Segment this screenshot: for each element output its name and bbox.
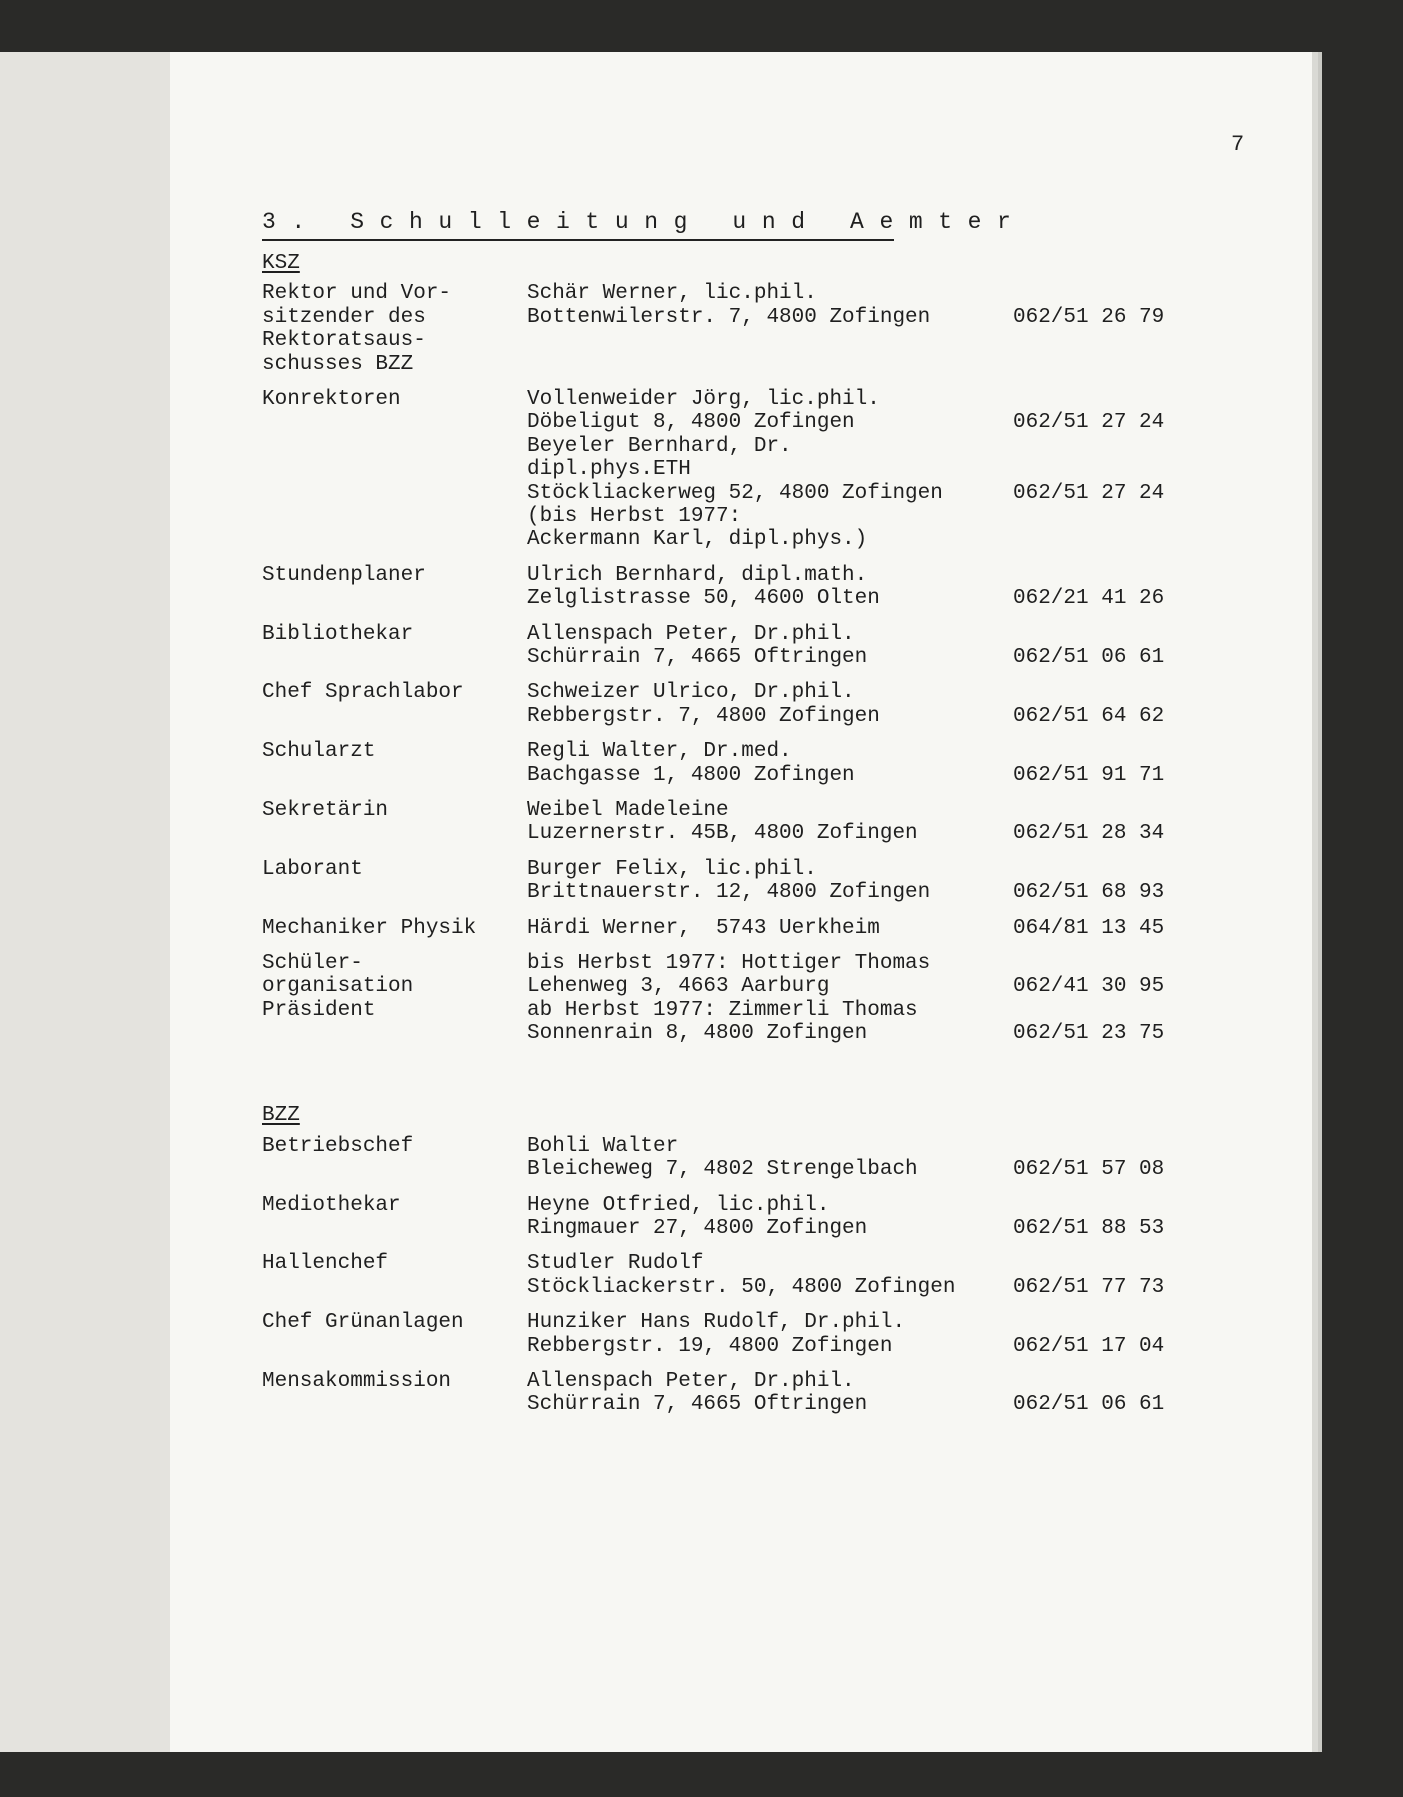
entry-text: Schürrain 7, 4665 Oftringen bbox=[527, 1393, 868, 1417]
entry-phone: 062/51 77 73 bbox=[1013, 1275, 1165, 1299]
entry-label: Präsident bbox=[262, 998, 376, 1022]
entry-phone: 062/51 17 04 bbox=[1013, 1334, 1165, 1358]
entry-label: Bibliothekar bbox=[262, 622, 414, 646]
entry-text: Allenspach Peter, Dr.phil. bbox=[527, 622, 855, 646]
document-page bbox=[170, 52, 1312, 1752]
entry-text: Bachgasse 1, 4800 Zofingen bbox=[527, 763, 855, 787]
entry-text: Bohli Walter bbox=[527, 1134, 679, 1158]
entry-phone: 062/51 06 61 bbox=[1013, 646, 1165, 670]
entry-phone: 062/51 27 24 bbox=[1013, 481, 1165, 505]
entry-text: ab Herbst 1977: Zimmerli Thomas bbox=[527, 998, 918, 1022]
entry-label: sitzender des bbox=[262, 305, 426, 329]
entry-label: Schüler- bbox=[262, 952, 363, 976]
entry-label: Rektoratsaus- bbox=[262, 329, 426, 353]
entry-label: Rektor und Vor- bbox=[262, 282, 452, 306]
entry-label: Chef Grünanlagen bbox=[262, 1311, 464, 1335]
group-heading: BZZ bbox=[262, 1104, 300, 1128]
entry-text: Stöckliackerweg 52, 4800 Zofingen bbox=[527, 481, 943, 505]
entry-text: bis Herbst 1977: Hottiger Thomas bbox=[527, 952, 931, 976]
entry-text: Bleicheweg 7, 4802 Strengelbach bbox=[527, 1158, 918, 1182]
section-title: 3. Schulleitung und Aemter bbox=[262, 209, 1027, 235]
entry-text: Zelglistrasse 50, 4600 Olten bbox=[527, 587, 880, 611]
entry-label: Laborant bbox=[262, 857, 363, 881]
entry-text: Weibel Madeleine bbox=[527, 799, 729, 823]
page-number: 7 bbox=[1231, 132, 1245, 157]
entry-text: Stöckliackerstr. 50, 4800 Zofingen bbox=[527, 1275, 956, 1299]
entry-text: Luzernerstr. 45B, 4800 Zofingen bbox=[527, 822, 918, 846]
entry-text: Schweizer Ulrico, Dr.phil. bbox=[527, 681, 855, 705]
entry-text: dipl.phys.ETH bbox=[527, 458, 691, 482]
entry-text: Ringmauer 27, 4800 Zofingen bbox=[527, 1217, 868, 1241]
entry-text: Rebbergstr. 19, 4800 Zofingen bbox=[527, 1334, 893, 1358]
entry-text: Schär Werner, lic.phil. bbox=[527, 282, 817, 306]
entry-text: (bis Herbst 1977: bbox=[527, 505, 742, 529]
entry-text: Ackermann Karl, dipl.phys.) bbox=[527, 528, 868, 552]
entry-text: Vollenweider Jörg, lic.phil. bbox=[527, 388, 880, 412]
entry-phone: 062/21 41 26 bbox=[1013, 587, 1165, 611]
entry-text: Schürrain 7, 4665 Oftringen bbox=[527, 646, 868, 670]
entry-text: Beyeler Bernhard, Dr. bbox=[527, 434, 792, 458]
entry-label: Schularzt bbox=[262, 740, 376, 764]
entry-phone: 062/51 64 62 bbox=[1013, 704, 1165, 728]
entry-phone: 062/51 23 75 bbox=[1013, 1022, 1165, 1046]
entry-text: Sonnenrain 8, 4800 Zofingen bbox=[527, 1022, 868, 1046]
group-heading: KSZ bbox=[262, 252, 300, 275]
entry-phone: 062/51 88 53 bbox=[1013, 1217, 1165, 1241]
entry-text: Döbeligut 8, 4800 Zofingen bbox=[527, 411, 855, 435]
entry-phone: 062/51 06 61 bbox=[1013, 1393, 1165, 1417]
entry-phone: 062/51 91 71 bbox=[1013, 763, 1165, 787]
entry-text: Heyne Otfried, lic.phil. bbox=[527, 1193, 830, 1217]
entry-label: Mensakommission bbox=[262, 1370, 452, 1394]
adjacent-page bbox=[0, 52, 172, 1752]
entry-phone: 062/41 30 95 bbox=[1013, 975, 1165, 999]
entry-phone: 062/51 68 93 bbox=[1013, 881, 1165, 905]
entry-label: Konrektoren bbox=[262, 388, 401, 412]
entry-text: Allenspach Peter, Dr.phil. bbox=[527, 1370, 855, 1394]
entry-phone: 062/51 57 08 bbox=[1013, 1158, 1165, 1182]
entry-text: Regli Walter, Dr.med. bbox=[527, 740, 792, 764]
entry-text: Rebbergstr. 7, 4800 Zofingen bbox=[527, 704, 880, 728]
entry-label: Stundenplaner bbox=[262, 563, 426, 587]
entry-text: Hunziker Hans Rudolf, Dr.phil. bbox=[527, 1311, 906, 1335]
entry-text: Ulrich Bernhard, dipl.math. bbox=[527, 563, 868, 587]
entry-text: Lehenweg 3, 4663 Aarburg bbox=[527, 975, 830, 999]
title-underline bbox=[262, 239, 894, 241]
entry-label: organisation bbox=[262, 975, 414, 999]
entry-text: Bottenwilerstr. 7, 4800 Zofingen bbox=[527, 305, 931, 329]
entry-label: Sekretärin bbox=[262, 799, 389, 823]
entry-text: Härdi Werner, 5743 Uerkheim bbox=[527, 916, 880, 940]
entry-label: schusses BZZ bbox=[262, 352, 414, 376]
entry-phone: 062/51 28 34 bbox=[1013, 822, 1165, 846]
entry-label: Betriebschef bbox=[262, 1134, 414, 1158]
entry-label: Mediothekar bbox=[262, 1193, 401, 1217]
entry-label: Chef Sprachlabor bbox=[262, 681, 464, 705]
entry-text: Burger Felix, lic.phil. bbox=[527, 857, 817, 881]
entry-label: Hallenchef bbox=[262, 1252, 389, 1276]
entry-phone: 062/51 27 24 bbox=[1013, 411, 1165, 435]
entry-phone: 062/51 26 79 bbox=[1013, 305, 1165, 329]
entry-text: Studler Rudolf bbox=[527, 1252, 704, 1276]
entry-label: Mechaniker Physik bbox=[262, 916, 477, 940]
entry-phone: 064/81 13 45 bbox=[1013, 916, 1165, 940]
entry-text: Brittnauerstr. 12, 4800 Zofingen bbox=[527, 881, 931, 905]
